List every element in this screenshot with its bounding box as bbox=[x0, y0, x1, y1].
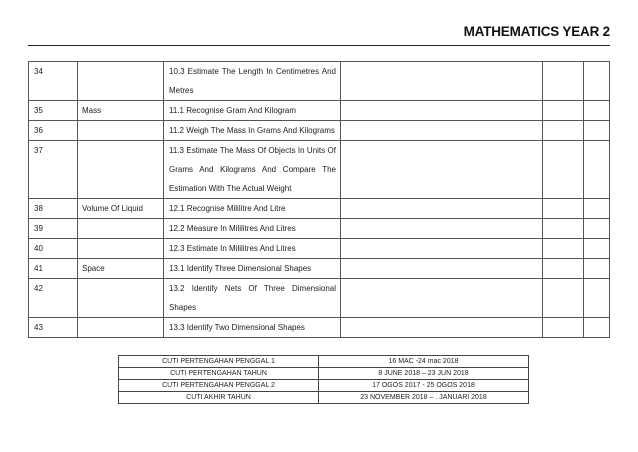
table-row bbox=[29, 199, 610, 219]
table-row bbox=[29, 141, 610, 199]
holiday-date-cell: 23 NOVEMBER 2018 – . JANUARI 2018 bbox=[319, 392, 529, 404]
empty-cell bbox=[341, 199, 543, 219]
table-row bbox=[29, 239, 610, 259]
empty-cell bbox=[584, 219, 610, 239]
table-row bbox=[29, 121, 610, 141]
learning-standard-cell: 11.1 Recognise Gram And Kilogram bbox=[164, 101, 341, 121]
empty-cell bbox=[341, 101, 543, 121]
empty-cell bbox=[543, 62, 584, 101]
table-row bbox=[29, 279, 610, 318]
week-cell: 35 bbox=[29, 101, 78, 121]
week-cell: 43 bbox=[29, 318, 78, 338]
empty-cell bbox=[543, 199, 584, 219]
empty-cell bbox=[584, 239, 610, 259]
empty-cell bbox=[341, 239, 543, 259]
empty-cell bbox=[543, 141, 584, 199]
empty-cell bbox=[584, 101, 610, 121]
week-cell: 42 bbox=[29, 279, 78, 318]
holiday-row bbox=[119, 356, 529, 368]
page-header bbox=[0, 0, 638, 46]
table-row bbox=[29, 62, 610, 101]
empty-cell bbox=[543, 259, 584, 279]
learning-standard-cell: 11.3 Estimate The Mass Of Objects In Units Of Grams And Kilograms And Compare The Estimation With The Actual Weight bbox=[164, 141, 341, 199]
scheme-of-work-table bbox=[28, 61, 610, 338]
holiday-date-cell: 16 MAC -24 mac 2018 bbox=[319, 356, 529, 368]
holiday-date-cell: 17 OGOS 2017 - 25 OGOS 2018 bbox=[319, 380, 529, 392]
table-row bbox=[29, 219, 610, 239]
empty-cell bbox=[543, 101, 584, 121]
empty-cell bbox=[543, 121, 584, 141]
holiday-name-cell: CUTI PERTENGAHAN TAHUN bbox=[119, 368, 319, 380]
week-cell: 38 bbox=[29, 199, 78, 219]
holiday-date-cell: 8 JUNE 2018 – 23 JUN 2018 bbox=[319, 368, 529, 380]
empty-cell bbox=[341, 141, 543, 199]
empty-cell bbox=[341, 279, 543, 318]
empty-cell bbox=[341, 219, 543, 239]
learning-standard-cell: 13.2 Identify Nets Of Three Dimensional Shapes bbox=[164, 279, 341, 318]
empty-cell bbox=[543, 219, 584, 239]
empty-cell bbox=[341, 259, 543, 279]
topic-cell bbox=[78, 318, 164, 338]
learning-standard-cell: 13.3 Identify Two Dimensional Shapes bbox=[164, 318, 341, 338]
page-title: MATHEMATICS YEAR 2 bbox=[463, 24, 610, 39]
empty-cell bbox=[341, 62, 543, 101]
learning-standard-cell: 12.3 Estimate In Mililitres And Litres bbox=[164, 239, 341, 259]
empty-cell bbox=[543, 239, 584, 259]
holiday-row bbox=[119, 368, 529, 380]
learning-standard-cell: 11.2 Weigh The Mass In Grams And Kilograms bbox=[164, 121, 341, 141]
week-cell: 41 bbox=[29, 259, 78, 279]
empty-cell bbox=[584, 259, 610, 279]
week-cell: 39 bbox=[29, 219, 78, 239]
learning-standard-cell: 10.3 Estimate The Length In Centimetres And Metres bbox=[164, 62, 341, 101]
topic-cell bbox=[78, 219, 164, 239]
holiday-row bbox=[119, 380, 529, 392]
empty-cell bbox=[584, 199, 610, 219]
topic-cell: Volume Of Liquid bbox=[78, 199, 164, 219]
topic-cell: Mass bbox=[78, 101, 164, 121]
table-row bbox=[29, 318, 610, 338]
header-rule bbox=[28, 45, 610, 46]
learning-standard-cell: 12.2 Measure In Mililitres And Litres bbox=[164, 219, 341, 239]
empty-cell bbox=[341, 318, 543, 338]
empty-cell bbox=[584, 62, 610, 101]
topic-cell bbox=[78, 62, 164, 101]
topic-cell bbox=[78, 141, 164, 199]
empty-cell bbox=[584, 318, 610, 338]
table-row bbox=[29, 259, 610, 279]
holiday-name-cell: CUTI PERTENGAHAN PENGGAL 2 bbox=[119, 380, 319, 392]
topic-cell: Space bbox=[78, 259, 164, 279]
empty-cell bbox=[584, 141, 610, 199]
learning-standard-cell: 13.1 Identify Three Dimensional Shapes bbox=[164, 259, 341, 279]
holiday-row bbox=[119, 392, 529, 404]
holiday-name-cell: CUTI PERTENGAHAN PENGGAL 1 bbox=[119, 356, 319, 368]
school-holiday-table bbox=[118, 355, 529, 404]
topic-cell bbox=[78, 279, 164, 318]
learning-standard-cell: 12.1 Recognise Mililitre And Litre bbox=[164, 199, 341, 219]
table-row bbox=[29, 101, 610, 121]
empty-cell bbox=[584, 121, 610, 141]
empty-cell bbox=[543, 318, 584, 338]
topic-cell bbox=[78, 121, 164, 141]
empty-cell bbox=[543, 279, 584, 318]
week-cell: 36 bbox=[29, 121, 78, 141]
week-cell: 40 bbox=[29, 239, 78, 259]
empty-cell bbox=[584, 279, 610, 318]
holiday-name-cell: CUTI AKHIR TAHUN bbox=[119, 392, 319, 404]
week-cell: 37 bbox=[29, 141, 78, 199]
empty-cell bbox=[341, 121, 543, 141]
topic-cell bbox=[78, 239, 164, 259]
week-cell: 34 bbox=[29, 62, 78, 101]
